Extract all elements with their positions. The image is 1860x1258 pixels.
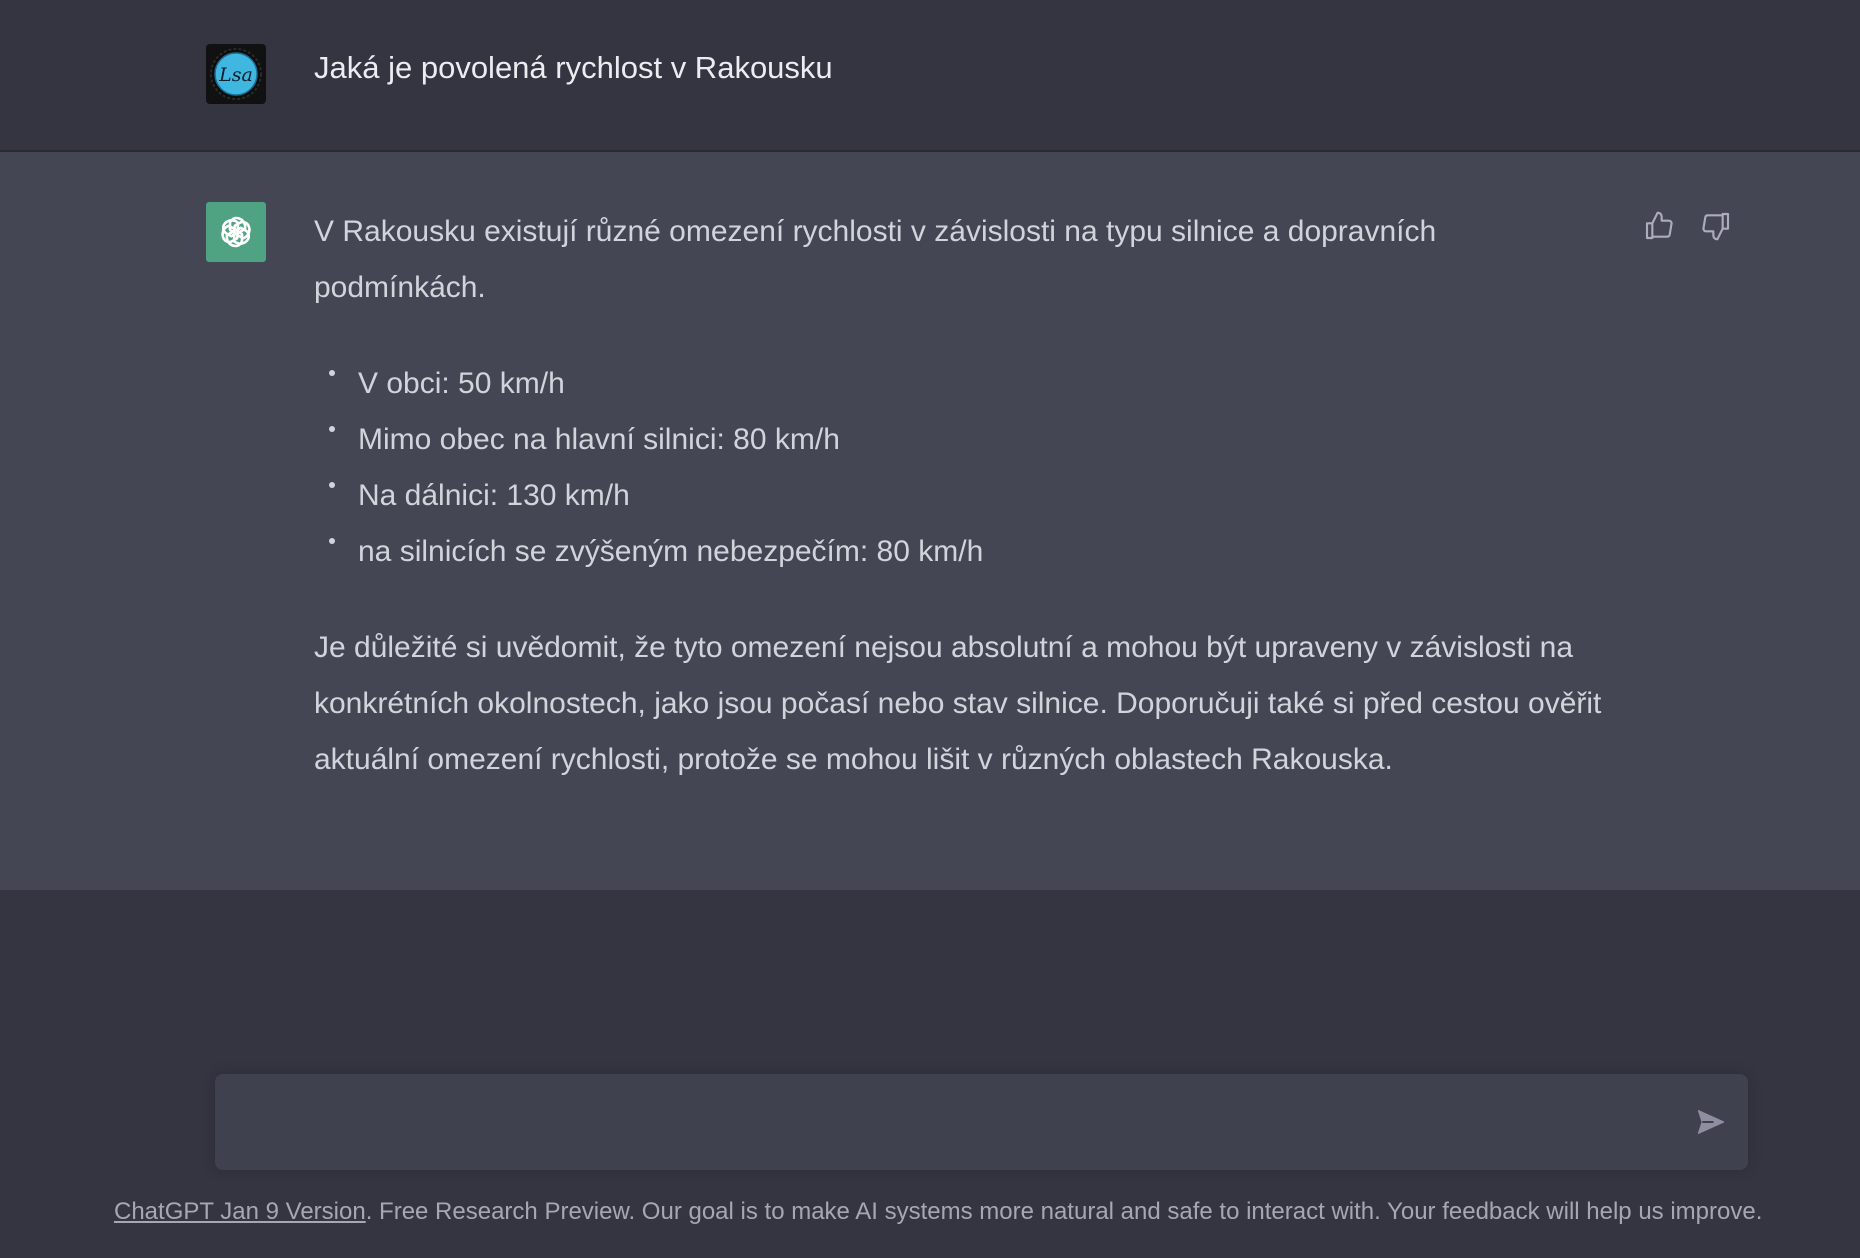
list-item: [314, 356, 1604, 412]
send-button[interactable]: [1687, 1098, 1735, 1146]
user-message-row: [0, 0, 1860, 152]
footer-text: . Free Research Preview. Our goal is to make AI systems more natural and safe to interact with. Your feedback will help us improve.: [365, 1198, 1763, 1225]
bullet-icon: [329, 426, 335, 432]
answer-intro: V Rakousku existují různé omezení rychlosti v závislosti na typu silnice a dopravních podmínkách.: [314, 215, 1437, 304]
assistant-avatar: [206, 202, 266, 262]
thumbs-down-icon: [1700, 210, 1732, 242]
footer-disclaimer: [114, 1196, 1762, 1228]
thumbs-up-icon: [1643, 210, 1675, 242]
user-avatar: [206, 44, 266, 104]
message-composer: [215, 1074, 1748, 1170]
bullet-icon: [329, 370, 335, 376]
bullet-icon: [329, 482, 335, 488]
openai-logo-icon: [215, 211, 257, 253]
send-icon: [1696, 1107, 1726, 1137]
bullet-icon: [329, 538, 335, 544]
version-link[interactable]: ChatGPT Jan 9 Version: [114, 1198, 366, 1225]
list-item: [314, 412, 1604, 468]
user-avatar-lettering: Lsa: [219, 64, 253, 86]
assistant-message-row: [0, 152, 1860, 890]
thumbs-down-button[interactable]: [1698, 208, 1734, 244]
answer-outro: Je důležité si uvědomit, že tyto omezení nejsou absolutní a mohou být upraveny v závislosti na konkrétních okolnostech, jako jsou počasí nebo stav silnice. Doporučuji také si před cestou ověřit aktuální omezení rychlosti, protože se mohou lišit v různých oblastech Rakouska.: [314, 631, 1602, 776]
user-avatar-icon: [209, 47, 263, 101]
list-item-text: na silnicích se zvýšeným nebezpečím: 80 km/h: [358, 535, 984, 568]
user-message-text: Jaká je povolená rychlost v Rakousku: [314, 50, 833, 85]
list-item-text: Na dálnici: 130 km/h: [358, 479, 630, 512]
thumbs-up-button[interactable]: [1641, 208, 1677, 244]
message-input[interactable]: [239, 1096, 1663, 1150]
list-item: [314, 524, 1604, 580]
speed-limit-list: [314, 356, 1604, 580]
list-item-text: Mimo obec na hlavní silnici: 80 km/h: [358, 423, 840, 456]
list-item: [314, 468, 1604, 524]
assistant-message-text: [314, 204, 1604, 788]
list-item-text: V obci: 50 km/h: [358, 367, 565, 400]
